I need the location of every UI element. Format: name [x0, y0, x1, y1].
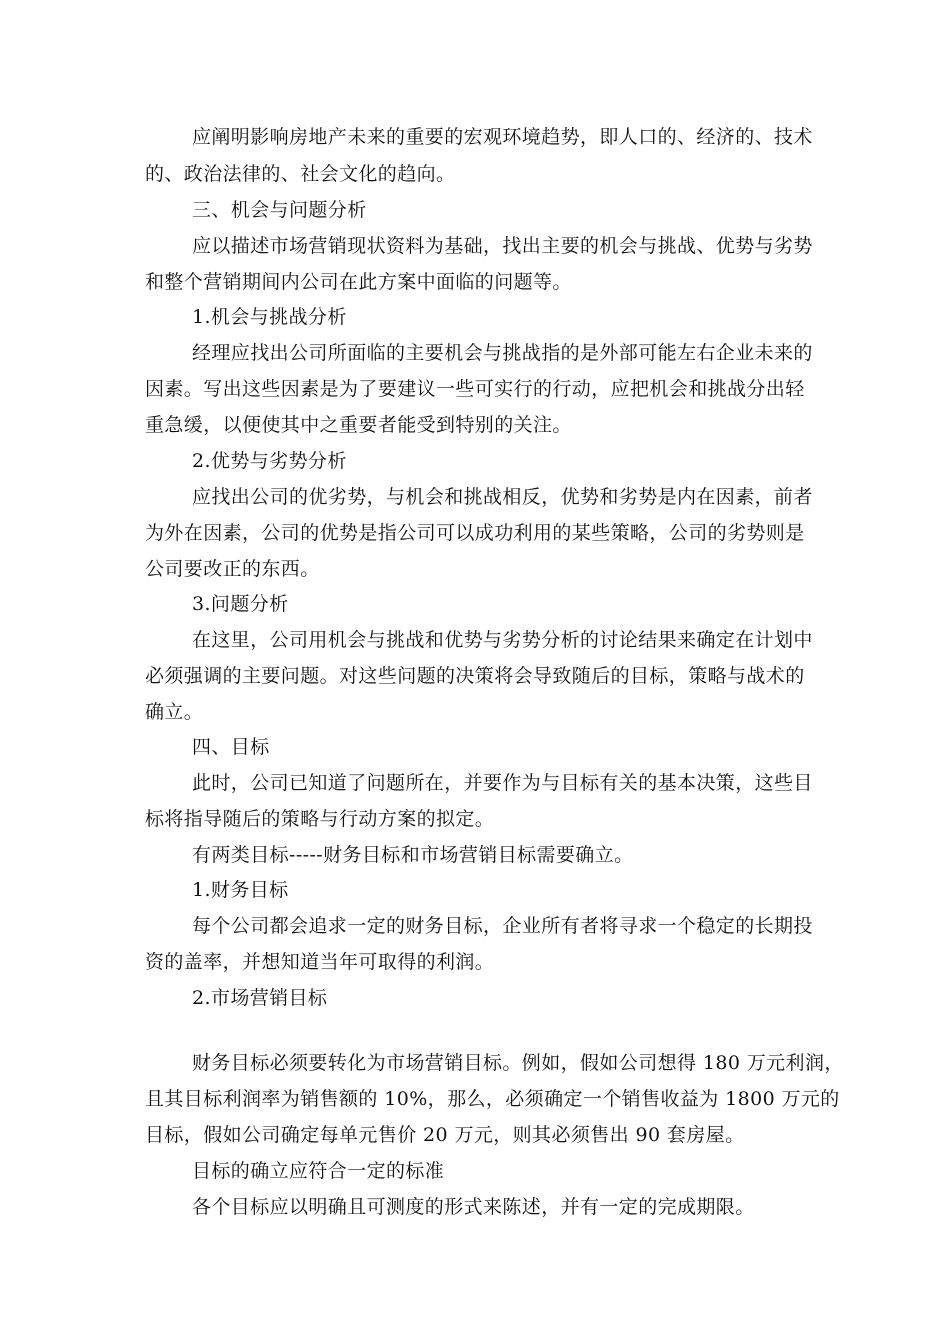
- paragraph-line: 且其目标利润率为销售额的 10%，那么，必须确定一个销售收益为 1800 万元的: [145, 1088, 840, 1110]
- paragraph-line: 此时，公司已知道了问题所在，并要作为与目标有关的基本决策，这些目: [192, 772, 813, 794]
- section-heading: 三、机会与问题分析: [192, 199, 367, 221]
- paragraph-line: 有两类目标-----财务目标和市场营销目标需要确立。: [192, 844, 634, 866]
- paragraph-line: 重急缓，以便使其中之重要者能受到特别的关注。: [145, 414, 572, 436]
- paragraph-line: 的、政治法律的、社会文化的趋向。: [145, 163, 456, 185]
- subsection-heading: 2.优势与劣势分析: [192, 450, 347, 472]
- subsection-heading: 2.市场营销目标: [192, 987, 328, 1009]
- paragraph-line: 每个公司都会追求一定的财务目标，企业所有者将寻求一个稳定的长期投: [192, 915, 813, 937]
- section-heading: 四、目标: [192, 736, 270, 758]
- paragraph-line: 确立。: [145, 701, 204, 723]
- paragraph-line: 资的盖率，并想知道当年可取得的利润。: [145, 951, 495, 973]
- paragraph-line: 公司要改正的东西。: [145, 558, 320, 580]
- paragraph-line: 为外在因素，公司的优势是指公司可以成功利用的某些策略，公司的劣势则是: [145, 522, 805, 544]
- paragraph-line: 应以描述市场营销现状资料为基础，找出主要的机会与挑战、优势与劣势: [192, 235, 813, 257]
- subsection-heading: 1.机会与挑战分析: [192, 306, 347, 328]
- paragraph-line: 目标的确立应符合一定的标准: [192, 1160, 445, 1182]
- paragraph-line: 因素。写出这些因素是为了要建议一些可实行的行动，应把机会和挑战分出轻: [145, 378, 805, 400]
- subsection-heading: 1.财务目标: [192, 879, 289, 901]
- paragraph-line: 应找出公司的优劣势，与机会和挑战相反，优势和劣势是内在因素，前者: [192, 486, 813, 508]
- paragraph-line: 各个目标应以明确且可测度的形式来陈述，并有一定的完成期限。: [192, 1196, 755, 1218]
- paragraph-line: 在这里，公司用机会与挑战和优势与劣势分析的讨论结果来确定在计划中: [192, 629, 813, 651]
- paragraph-line: 经理应找出公司所面临的主要机会与挑战指的是外部可能左右企业未来的: [192, 342, 813, 364]
- paragraph-line: 目标，假如公司确定每单元售价 20 万元，则其必须售出 90 套房屋。: [145, 1124, 745, 1146]
- paragraph-line: 和整个营销期间内公司在此方案中面临的问题等。: [145, 271, 572, 293]
- paragraph-line: 标将指导随后的策略与行动方案的拟定。: [145, 808, 495, 830]
- subsection-heading: 3.问题分析: [192, 593, 289, 615]
- paragraph-line: 应阐明影响房地产未来的重要的宏观环境趋势，即人口的、经济的、技术: [192, 126, 813, 148]
- paragraph-line: 必须强调的主要问题。对这些问题的决策将会导致随后的目标，策略与战术的: [145, 665, 805, 687]
- paragraph-line: 财务目标必须要转化为市场营销目标。例如，假如公司想得 180 万元利润，: [192, 1052, 844, 1074]
